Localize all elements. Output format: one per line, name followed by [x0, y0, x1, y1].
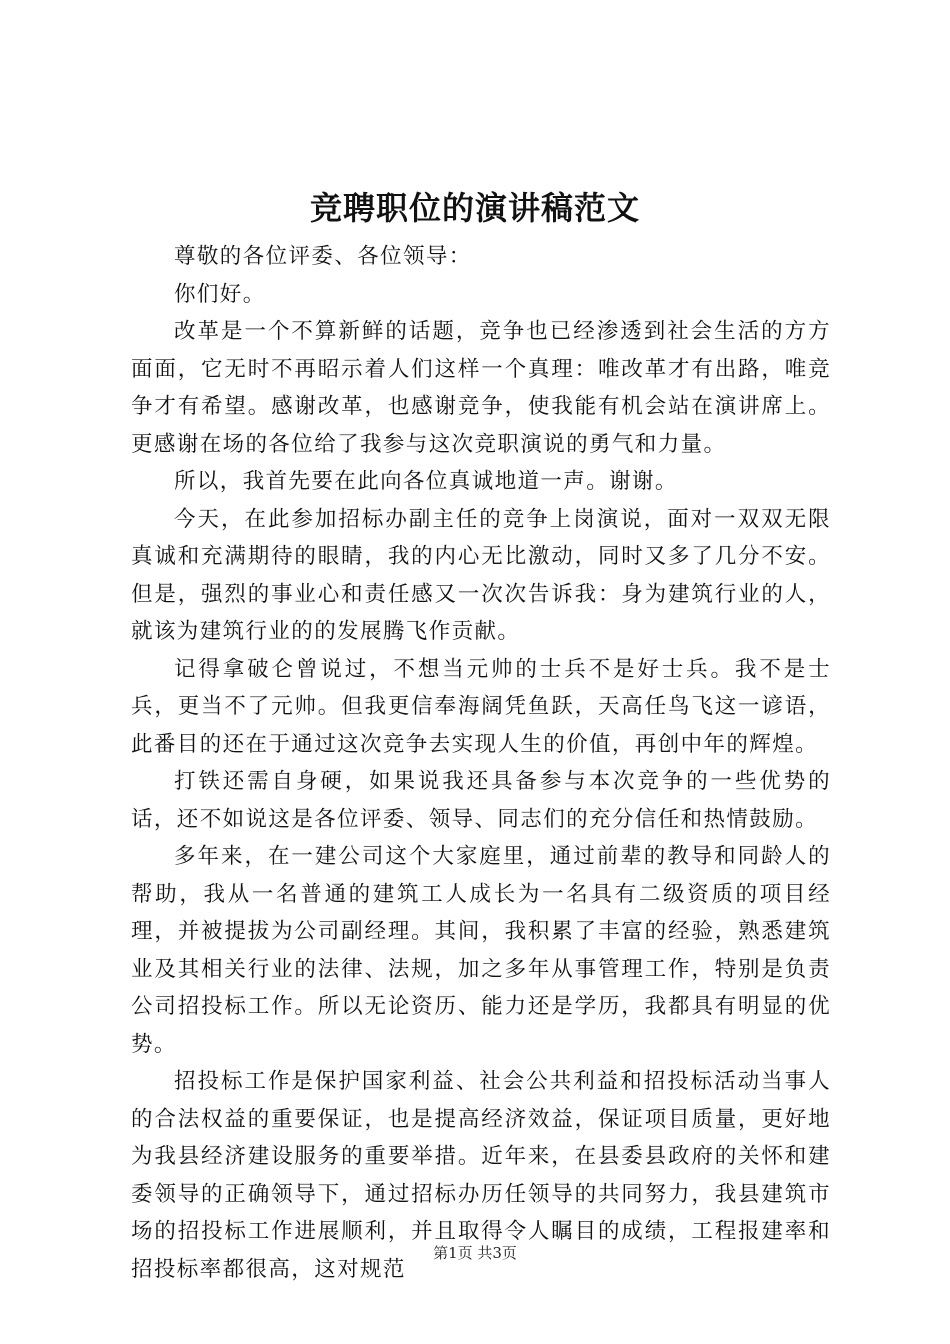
document-body	[131, 238, 831, 1288]
paragraph: 改革是一个不算新鲜的话题，竞争也已经渗透到社会生活的方方面面，它无时不再昭示着人们这样一个真理：唯改革才有出路，唯竞争才有希望。感谢改革，也感谢竞争，使我能有机会站在演讲席上。更感谢在场的各位给了我参与这次竞职演说的勇气和力量。	[131, 319, 831, 457]
greeting: 你们好。	[174, 281, 266, 307]
document-title: 竞聘职位的演讲稿范文	[309, 189, 640, 227]
paragraph: 招投标工作是保护国家利益、社会公共利益和招投标活动当事人的合法权益的重要保证，也是提高经济效益，保证项目质量，更好地为我县经济建设服务的重要举措。近年来，在县委县政府的关怀和建委领导的正确领导下，通过招标办历任领导的共同努力，我县建筑市场的招投标工作进展顺利，并且取得令人瞩目的成绩，工程报建率和招投标率都很高，这对规范	[131, 1069, 831, 1282]
paragraph: 今天，在此参加招标办副主任的竞争上岗演说，面对一双双无限真诚和充满期待的眼睛，我的内心无比激动，同时又多了几分不安。但是，强烈的事业心和责任感又一次次告诉我：身为建筑行业的人，就该为建筑行业的的发展腾飞作贡献。	[131, 506, 831, 644]
paragraph: 打铁还需自身硬，如果说我还具备参与本次竞争的一些优势的话，还不如说这是各位评委、领导、同志们的充分信任和热情鼓励。	[131, 769, 831, 832]
salutation: 尊敬的各位评委、各位领导：	[174, 244, 472, 269]
paragraph: 多年来，在一建公司这个大家庭里，通过前辈的教导和同龄人的帮助，我从一名普通的建筑工人成长为一名具有二级资质的项目经理，并被提拔为公司副经理。其间，我积累了丰富的经验，熟悉建筑业及其相关行业的法律、法规，加之多年从事管理工作，特别是负责公司招投标工作。所以无论资历、能力还是学历，我都具有明显的优势。	[131, 844, 831, 1057]
paragraph: 所以，我首先要在此向各位真诚地道一声。谢谢。	[174, 469, 678, 494]
paragraph: 记得拿破仑曾说过，不想当元帅的士兵不是好士兵。我不是士兵，更当不了元帅。但我更信奉海阔凭鱼跃，天高任鸟飞这一谚语，此番目的还在于通过这次竞争去实现人生的价值，再创中年的辉煌。	[131, 656, 831, 757]
page-number-footer: 第1页 共3页	[433, 1244, 517, 1262]
